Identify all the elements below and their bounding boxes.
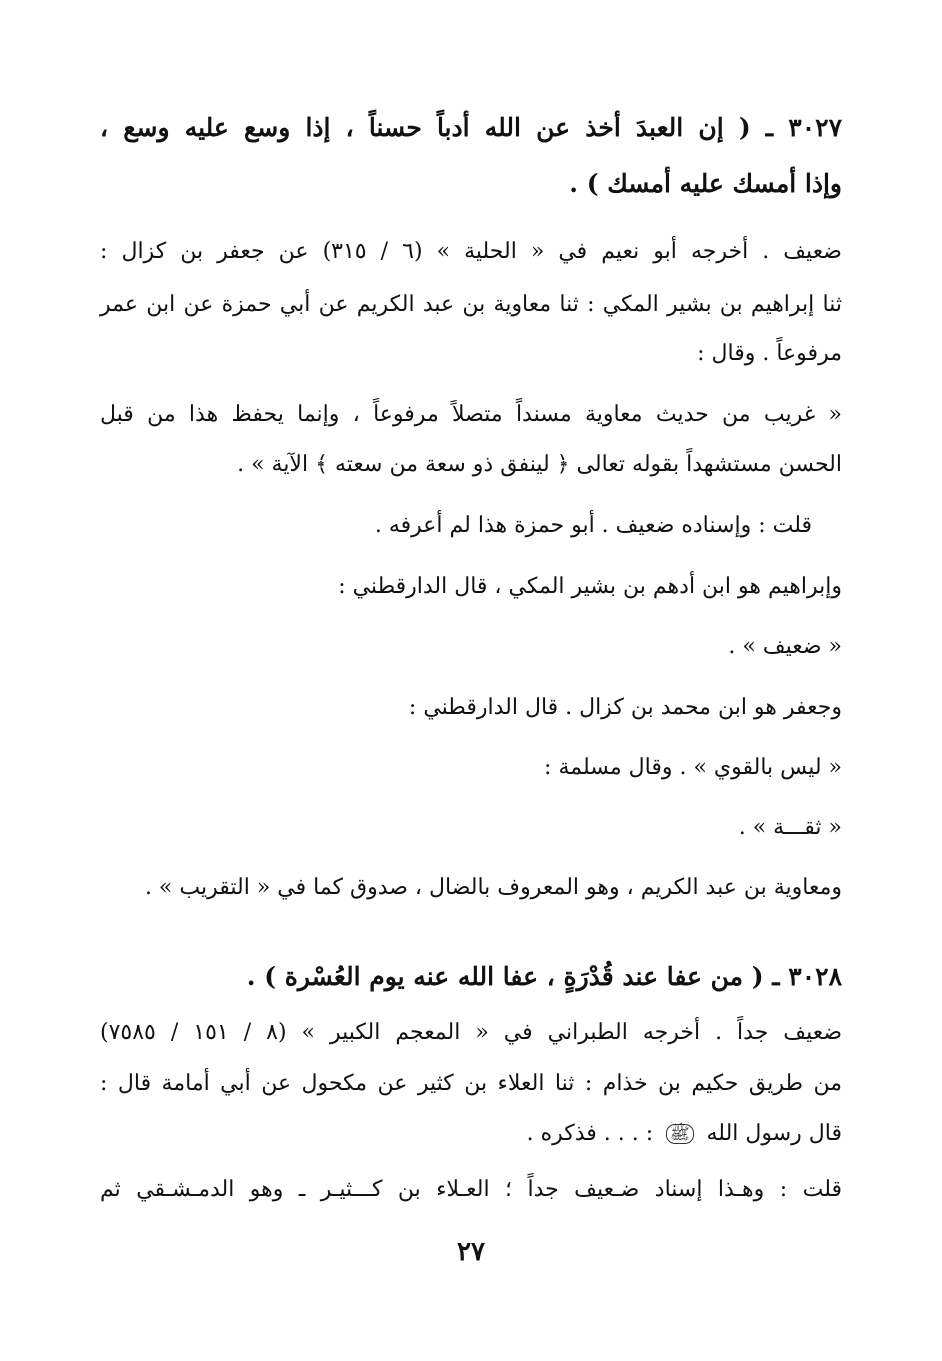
paragraph-line: قلت : وهـذا إسناد ضـعيف جداً ؛ العـلاء بن كـــثيـر ـ وهو الدمـشـقي ثم xyxy=(100,1177,842,1202)
paragraph-line: ضعيف جداً . أخرجه الطبراني في « المعجم الكبير » (٨ / ١٥١ / ٧٥٨٥) xyxy=(100,1020,843,1045)
salutation-symbol: ﷺ xyxy=(666,1124,693,1144)
text-fragment: : . . . فذكره . xyxy=(526,1121,654,1146)
commentary-line: « ليس بالقوي » . وقال مسلمة : xyxy=(544,755,842,780)
commentary-line: قلت : وإسناده ضعيف . أبو حمزة هذا لم أعرفه . xyxy=(374,513,812,538)
paragraph-line: ثنا إبراهيم بن بشير المكي : ثنا معاوية بن عبد الكريم عن أبي حمزة عن ابن عمر xyxy=(100,292,842,317)
commentary-line: ومعاوية بن عبد الكريم ، وهو المعروف بالضال ، صدوق كما في « التقريب » . xyxy=(144,875,842,900)
quote-line: الحسن مستشهداً بقوله تعالى ﴿ لينفق ذو سعة من سعته ﴾ الآية » . xyxy=(237,452,842,477)
paragraph-line: مرفوعاً . وقال : xyxy=(697,341,842,366)
commentary-line: « ضعيف » . xyxy=(728,634,842,659)
commentary-line: وجعفر هو ابن محمد بن كزال . قال الدارقطني : xyxy=(408,695,842,720)
hadith-3028-heading: ٣٠٢٨ ـ ( من عفا عند قُدْرَةٍ ، عفا الله عنه يوم العُسْرة ) . xyxy=(246,962,842,991)
paragraph-line xyxy=(527,1114,842,1154)
paragraph-line: ضعيف . أخرجه أبو نعيم في « الحلية » (٦ / ٣١٥) عن جعفر بن كزال : xyxy=(100,239,842,264)
page-number: ٢٧ xyxy=(457,1237,485,1267)
commentary-line: « ثقـــة » . xyxy=(738,815,842,840)
commentary-line: وإبراهيم هو ابن أدهم بن بشير المكي ، قال الدارقطني : xyxy=(338,574,842,599)
paragraph-line: من طريق حكيم بن خذام : ثنا العلاء بن كثير عن مكحول عن أبي أمامة قال : xyxy=(100,1071,842,1096)
hadith-3027-heading-line-1: ٣٠٢٧ ـ ( إن العبدَ أخذ عن الله أدباً حسناً ، إذا وسع عليه وسع ، xyxy=(100,113,842,142)
hadith-3027-heading-line-2: وإذا أمسك عليه أمسك ) . xyxy=(569,169,842,198)
text-fragment: قال رسول الله xyxy=(706,1121,842,1146)
quote-line: « غريب من حديث معاوية مسنداً متصلاً مرفوعاً ، وإنما يحفظ هذا من قبل xyxy=(100,402,842,427)
